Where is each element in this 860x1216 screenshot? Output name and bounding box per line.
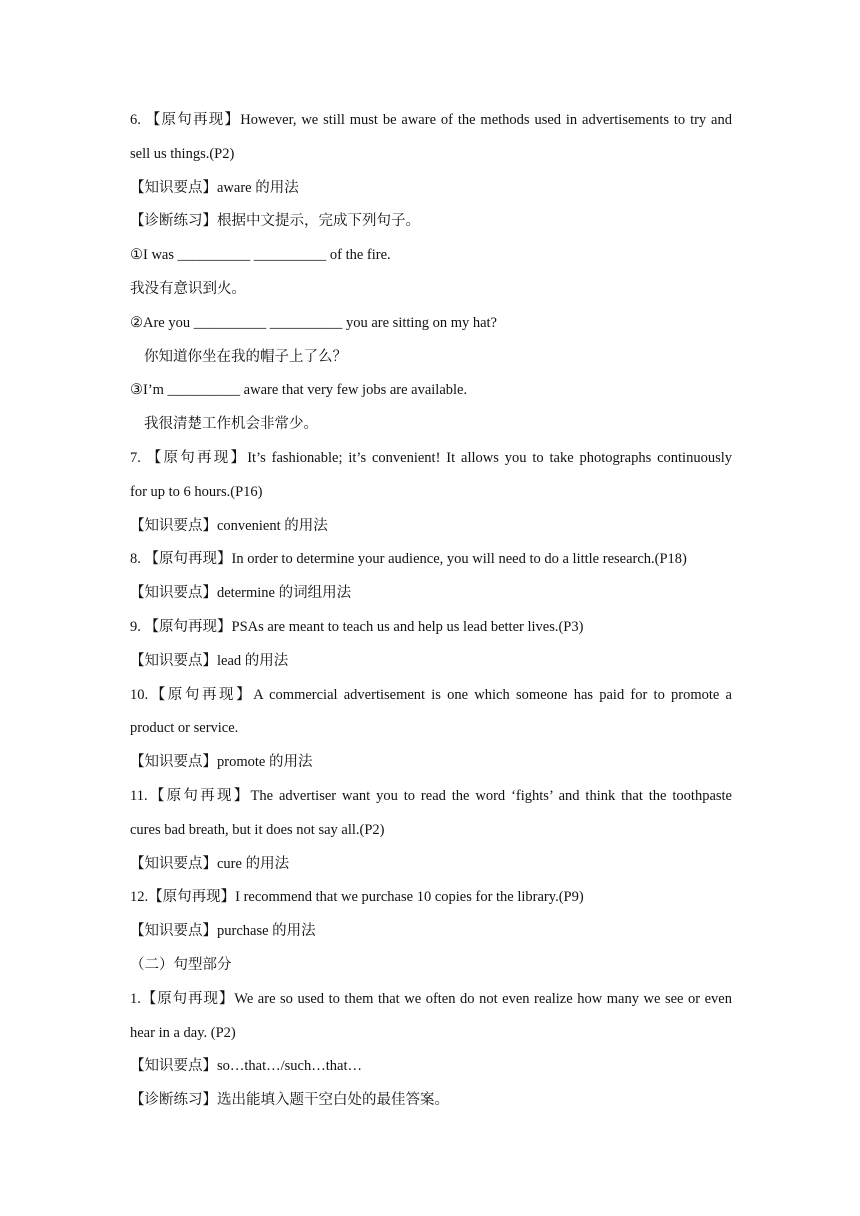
- exercise-3-chinese-hint: 我很清楚工作机会非常少。: [144, 416, 318, 433]
- item-10-knowledge-point: 【知识要点】promote 的用法: [130, 754, 313, 771]
- item-6-original-sentence-line-2: sell us things.(P2): [130, 145, 235, 162]
- pattern-1-original-sentence-line-1: 1.【原句再现】We are so used to them that we often do not even realize how many we see or even: [130, 990, 732, 1007]
- item-12-knowledge-point: 【知识要点】purchase 的用法: [130, 923, 316, 940]
- item-11-original-sentence-line-2: cures bad breath, but it does not say all.(P2): [130, 821, 385, 838]
- item-9-original-sentence: 9. 【原句再现】PSAs are meant to teach us and help us lead better lives.(P3): [130, 618, 584, 635]
- item-7-knowledge-point: 【知识要点】convenient 的用法: [130, 517, 328, 534]
- item-6-diagnostic-exercise: 【诊断练习】根据中文提示，完成下列句子。: [130, 213, 420, 230]
- item-7-original-sentence-line-1: 7. 【原句再现】It’s fashionable; it’s convenient! It allows you to take photographs continuously: [130, 449, 732, 466]
- pattern-1-original-sentence-line-2: hear in a day. (P2): [130, 1024, 236, 1041]
- item-8-original-sentence: 8. 【原句再现】In order to determine your audience, you will need to do a little research.(P18): [130, 551, 687, 568]
- exercise-1-sentence: ①I was __________ __________ of the fire.: [130, 247, 391, 264]
- item-6-original-sentence-line-1: 6. 【原句再现】However, we still must be aware of the methods used in advertisements to try and: [130, 112, 732, 128]
- exercise-1-chinese-hint: 我没有意识到火。: [130, 280, 246, 297]
- section-heading-sentence-patterns: （二）句型部分: [130, 956, 232, 973]
- item-12-original-sentence: 12.【原句再现】I recommend that we purchase 10 copies for the library.(P9): [130, 889, 584, 906]
- item-11-original-sentence-line-1: 11.【原句再现】The advertiser want you to read the word ‘fights’ and think that the toothpaste: [130, 787, 732, 804]
- item-7-original-sentence-line-2: for up to 6 hours.(P16): [130, 483, 263, 500]
- item-8-knowledge-point: 【知识要点】determine 的词组用法: [130, 585, 352, 602]
- document-page: [130, 104, 732, 1118]
- pattern-1-diagnostic-exercise: 【诊断练习】选出能填入题干空白处的最佳答案。: [130, 1092, 449, 1109]
- item-10-original-sentence-line-2: product or service.: [130, 720, 239, 737]
- item-6-knowledge-point: 【知识要点】aware 的用法: [130, 179, 299, 196]
- exercise-3-sentence: ③I’m __________ aware that very few jobs are available.: [130, 382, 468, 399]
- item-9-knowledge-point: 【知识要点】lead 的用法: [130, 652, 289, 669]
- item-10-original-sentence-line-1: 10.【原句再现】A commercial advertisement is one which someone has paid for to promote a: [130, 686, 732, 703]
- pattern-1-knowledge-point: 【知识要点】so…that…/such…that…: [130, 1058, 362, 1075]
- exercise-2-chinese-hint: 你知道你坐在我的帽子上了么？: [144, 348, 347, 365]
- item-11-knowledge-point: 【知识要点】cure 的用法: [130, 855, 290, 872]
- exercise-2-sentence: ②Are you __________ __________ you are sitting on my hat?: [130, 314, 497, 331]
